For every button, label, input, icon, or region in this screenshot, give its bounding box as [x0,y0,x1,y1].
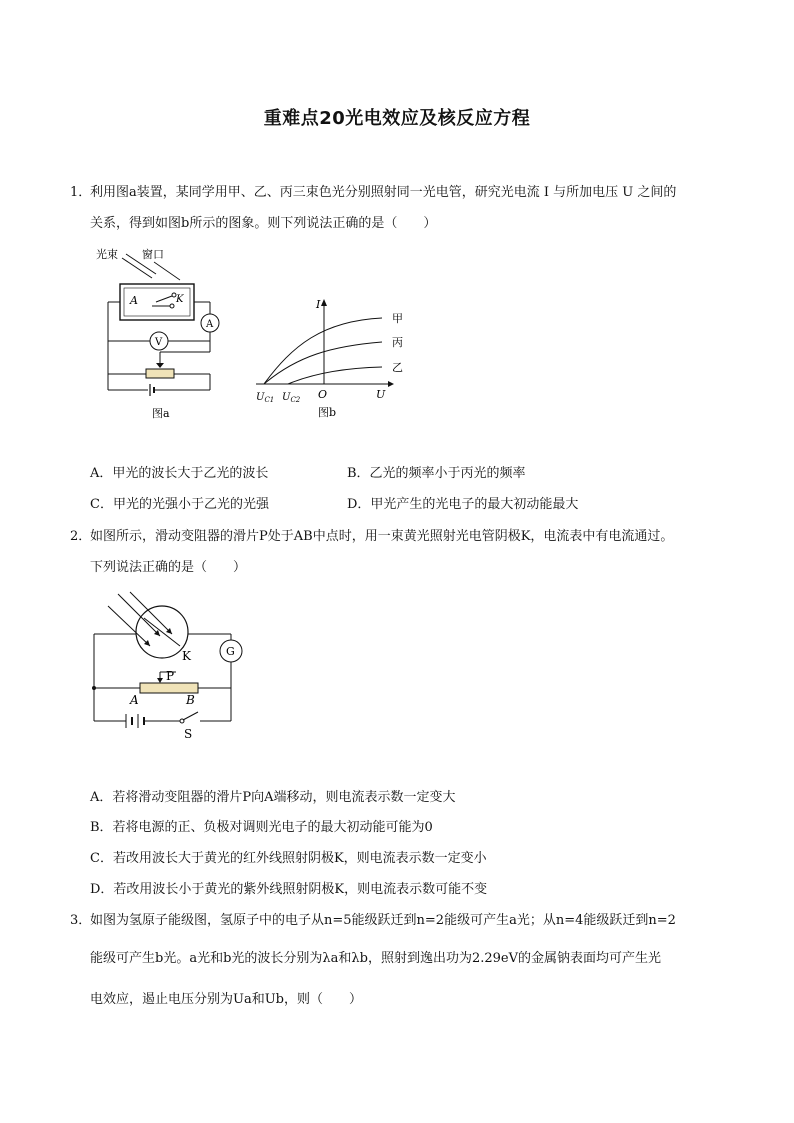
figure-a-caption: 图a [152,407,170,420]
q1-option-d: D．甲光产生的光电子的最大初动能最大 [347,497,579,512]
q2-option-c: C．若改用波长大于黄光的红外线照射阴极K，则电流表示数一定变小 [90,851,487,866]
curve-jia [264,318,382,384]
q1-option-c: C．甲光的光强小于乙光的光强 [90,497,269,512]
x-axis-label: U [376,388,386,401]
q3-stem-line2: 能级可产生b光。a光和b光的波长分别为λa和λb，照射到逸出功为2.29eV的金属钠表面均可产生光 [90,951,661,966]
series-bing-label: 丙 [392,336,403,349]
q2-option-b: B．若将电源的正、负极对调则光电子的最大初动能可能为0 [90,820,433,835]
cathode-label: K [176,294,184,305]
origin-label: O [318,388,328,401]
anode-label: A [130,294,138,307]
q1-figure-a [92,244,232,424]
figure-b-caption: 图b [318,406,337,419]
switch-s-label: S [184,727,193,740]
end-b-label: B [186,693,195,707]
window-label: 窗口 [142,248,164,261]
uc2-label: U [282,392,291,403]
q1-stem-line2: 关系，得到如图b所示的图象。则下列说法正确的是（ ） [90,216,437,231]
series-jia-label: 甲 [392,312,403,325]
y-axis-label: I [316,298,321,311]
q2-stem-line1: 如图所示，滑动变阻器的滑片P处于AB中点时，用一束黄光照射光电管阴极K，电流表中有电流通过。 [90,529,674,544]
q3-stem-line1: 如图为氢原子能级图，氢原子中的电子从n=5能级跃迁到n=2能级可产生a光；从n=4能级跃迁到n=2 [90,913,676,928]
q1-number: 1． [70,185,92,200]
q2-number: 2． [70,529,92,544]
uc2-subscript: C2 [290,396,301,404]
voltmeter-label: V [155,337,163,348]
q1-stem-line1: 利用图a装置，某同学用甲、乙、丙三束色光分别照射同一光电管，研究光电流 I 与所加电压 U 之间的 [90,185,677,200]
ammeter-label: A [206,319,214,330]
q1-option-a: A．甲光的波长大于乙光的波长 [90,466,269,481]
q3-number: 3． [70,913,92,928]
cathode-k-label: K [182,649,191,663]
beam-label: 光束 [96,248,118,261]
page-title: 重难点20光电效应及核反应方程 [263,108,531,129]
end-a-label: A [130,693,139,707]
q1-figure-b [252,296,412,426]
slider-p-label: P [166,669,175,683]
q2-option-d: D．若改用波长小于黄光的紫外线照射阴极K，则电流表示数可能不变 [90,882,488,897]
q2-stem-line2: 下列说法正确的是（ ） [90,560,247,575]
uc1-label: U [256,392,265,403]
rheostat-icon [146,369,174,378]
q2-option-a: A．若将滑动变阻器的滑片P向A端移动，则电流表示数一定变大 [90,790,456,805]
q1-option-b: B．乙光的频率小于丙光的频率 [347,466,526,481]
galvanometer-label: G [226,645,235,658]
rheostat-icon [140,683,198,693]
series-yi-label: 乙 [392,361,403,374]
uc1-subscript: C1 [264,396,275,404]
svg-text:UC1 [256,392,274,404]
svg-text:UC2 [282,392,301,404]
q3-stem-line3: 电效应，遏止电压分别为Ua和Ub，则（ ） [90,992,362,1007]
curve-yi [288,367,382,384]
q2-figure [88,588,258,740]
